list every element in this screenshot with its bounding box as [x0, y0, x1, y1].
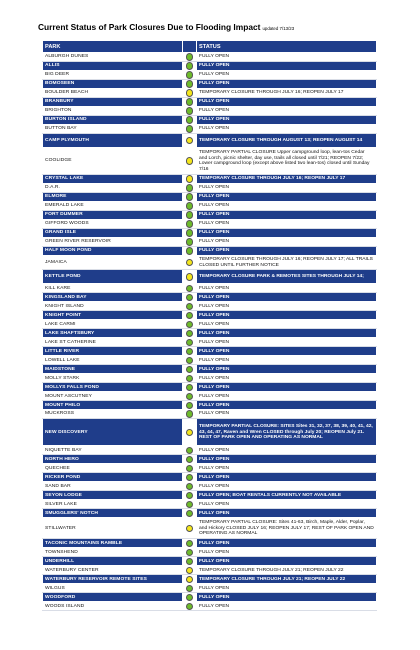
status-column-header: STATUS [197, 41, 377, 53]
park-name: MUCKROSS [43, 410, 183, 419]
park-status: FULLY OPEN [197, 115, 377, 124]
open-status-dot-icon [186, 348, 193, 355]
table-row [43, 392, 377, 401]
table-row [43, 383, 377, 392]
park-name: KNIGHT POINT [43, 311, 183, 320]
status-indicator-cell [183, 473, 197, 482]
park-name: STILLWATER [43, 518, 183, 539]
park-status: FULLY OPEN [197, 539, 377, 548]
table-row [43, 539, 377, 548]
status-indicator-cell [183, 365, 197, 374]
status-indicator-cell [183, 383, 197, 392]
table-row [43, 365, 377, 374]
open-status-dot-icon [186, 229, 193, 236]
status-indicator-cell [183, 518, 197, 539]
park-name: LAKE SHAFTSBURY [43, 329, 183, 338]
park-name: BUTTON BAY [43, 124, 183, 133]
status-indicator-cell [183, 320, 197, 329]
table-body [43, 53, 377, 611]
park-status: FULLY OPEN [197, 61, 377, 70]
status-indicator-cell [183, 602, 197, 611]
park-status: FULLY OPEN [197, 329, 377, 338]
open-status-dot-icon [186, 303, 193, 310]
park-status: FULLY OPEN [197, 473, 377, 482]
open-status-dot-icon [186, 98, 193, 105]
status-indicator-cell [183, 202, 197, 211]
status-indicator-cell [183, 548, 197, 557]
table-row [43, 320, 377, 329]
status-indicator-cell [183, 302, 197, 311]
status-indicator-cell [183, 446, 197, 455]
table-header-row [43, 41, 377, 53]
status-indicator-cell [183, 347, 197, 356]
park-name: WILGUS [43, 584, 183, 593]
status-indicator-cell [183, 148, 197, 175]
open-status-dot-icon [186, 549, 193, 556]
park-status: TEMPORARY PARTIAL CLOSURE: Sites 41-63, Birch, Maple, Alder, Poplar, and Hickory CLOSED JULY 16; REOPEN JULY 17; REST OF PARK OPEN AND OPERATING AS NORMAL [197, 518, 377, 539]
park-status: FULLY OPEN [197, 356, 377, 365]
park-name: LOWELL LAKE [43, 356, 183, 365]
park-name: KINGSLAND BAY [43, 293, 183, 302]
park-name: GRAND ISLE [43, 229, 183, 238]
table-row [43, 220, 377, 229]
status-indicator-cell [183, 124, 197, 133]
open-status-dot-icon [186, 107, 193, 114]
table-row [43, 482, 377, 491]
park-status: FULLY OPEN [197, 446, 377, 455]
open-status-dot-icon [186, 410, 193, 417]
park-name: NIQUETTE BAY [43, 446, 183, 455]
park-name: HALF MOON POND [43, 247, 183, 256]
open-status-dot-icon [186, 402, 193, 409]
closure-status-dot-icon [186, 259, 193, 266]
park-name: WATERBURY RESERVOIR REMOTE SITES [43, 575, 183, 584]
open-status-dot-icon [186, 474, 193, 481]
open-status-dot-icon [186, 384, 193, 391]
park-name: TACONIC MOUNTAINS RAMBLE [43, 539, 183, 548]
table-row [43, 491, 377, 500]
status-indicator-cell [183, 133, 197, 147]
open-status-dot-icon [186, 321, 193, 328]
closure-status-dot-icon [186, 157, 193, 164]
park-status: FULLY OPEN [197, 193, 377, 202]
open-status-dot-icon [186, 447, 193, 454]
open-status-dot-icon [186, 184, 193, 191]
status-indicator-cell [183, 500, 197, 509]
table-row [43, 238, 377, 247]
table-row [43, 311, 377, 320]
table-row [43, 302, 377, 311]
park-status: TEMPORARY PARTIAL CLOSURE: SITES Sites 31, 32, 37, 38, 39, 40, 41, 42, 43, 44, 47, Raven and Wren CLOSED through July 20; REOPEN July 21. REST OF PARK OPEN AND OPERATING AS NORMAL [197, 419, 377, 446]
status-indicator-cell [183, 97, 197, 106]
park-name: D.A.R. [43, 184, 183, 193]
park-name: LAKE CARMI [43, 320, 183, 329]
park-status: FULLY OPEN [197, 557, 377, 566]
table-row [43, 446, 377, 455]
table-row [43, 356, 377, 365]
open-status-dot-icon [186, 294, 193, 301]
status-indicator-cell [183, 557, 197, 566]
table-row [43, 211, 377, 220]
park-name: SILVER LAKE [43, 500, 183, 509]
open-status-dot-icon [186, 540, 193, 547]
park-name: FORT DUMMER [43, 211, 183, 220]
park-name: NORTH HERO [43, 455, 183, 464]
closure-status-dot-icon [186, 89, 193, 96]
table-row [43, 419, 377, 446]
table-row [43, 410, 377, 419]
status-indicator-cell [183, 247, 197, 256]
status-indicator-cell [183, 356, 197, 365]
park-name: BRIGHTON [43, 106, 183, 115]
status-indicator-cell [183, 455, 197, 464]
open-status-dot-icon [186, 193, 193, 200]
park-status: FULLY OPEN [197, 220, 377, 229]
park-status: TEMPORARY CLOSURE PARK & REMOTES SITES THROUGH JULY 14; [197, 270, 377, 284]
park-name: ALBURGH DUNES [43, 53, 183, 62]
park-status: FULLY OPEN [197, 509, 377, 518]
open-status-dot-icon [186, 53, 193, 60]
status-indicator-cell [183, 175, 197, 184]
park-name: LITTLE RIVER [43, 347, 183, 356]
park-name: BOMOSEEN [43, 79, 183, 88]
park-status: FULLY OPEN [197, 347, 377, 356]
park-status-table [42, 40, 377, 611]
park-status: FULLY OPEN [197, 124, 377, 133]
park-name: MOLLY STARK [43, 374, 183, 383]
park-status: FULLY OPEN [197, 202, 377, 211]
park-status: FULLY OPEN [197, 311, 377, 320]
park-status: FULLY OPEN [197, 106, 377, 115]
park-status: TEMPORARY CLOSURE THROUGH AUGUST 13; REOPEN AUGUST 14 [197, 133, 377, 147]
park-status: FULLY OPEN [197, 365, 377, 374]
table-row [43, 148, 377, 175]
table-row [43, 61, 377, 70]
park-status: FULLY OPEN [197, 374, 377, 383]
park-name: WATERBURY CENTER [43, 566, 183, 575]
table-row [43, 473, 377, 482]
table-row [43, 293, 377, 302]
document-title [38, 22, 294, 32]
status-indicator-cell [183, 491, 197, 500]
park-name: JAMAICA [43, 256, 183, 270]
open-status-dot-icon [186, 375, 193, 382]
indicator-column-header [183, 41, 197, 53]
open-status-dot-icon [186, 366, 193, 373]
table-row [43, 455, 377, 464]
status-indicator-cell [183, 211, 197, 220]
table-row [43, 175, 377, 184]
park-status: FULLY OPEN [197, 584, 377, 593]
park-status: FULLY OPEN [197, 97, 377, 106]
open-status-dot-icon [186, 285, 193, 292]
park-name: KNIGHT ISLAND [43, 302, 183, 311]
table-row [43, 374, 377, 383]
park-status: TEMPORARY PARTIAL CLOSURE Upper campground loop, lean-tos Cedar and Lorch, picnic shelter, day use, trails all closed until 7/21; REOPEN 7/22; Lower campground loop (except above listed two lean-tos) closed until Sunday 7/16 [197, 148, 377, 175]
closure-status-dot-icon [186, 525, 193, 532]
table-row [43, 193, 377, 202]
status-indicator-cell [183, 115, 197, 124]
park-name: SAND BAR [43, 482, 183, 491]
open-status-dot-icon [186, 483, 193, 490]
table-row [43, 557, 377, 566]
table-row [43, 593, 377, 602]
table-row [43, 566, 377, 575]
park-status: FULLY OPEN [197, 53, 377, 62]
status-indicator-cell [183, 584, 197, 593]
park-name: KILL KARE [43, 284, 183, 293]
park-name: UNDERHILL [43, 557, 183, 566]
status-indicator-cell [183, 61, 197, 70]
open-status-dot-icon [186, 594, 193, 601]
park-status: FULLY OPEN [197, 602, 377, 611]
park-status: TEMPORARY CLOSURE THROUGH JULY 21; REOPEN JULY 22 [197, 566, 377, 575]
park-name: MOUNT ASCUTNEY [43, 392, 183, 401]
status-indicator-cell [183, 270, 197, 284]
status-indicator-cell [183, 256, 197, 270]
table-row [43, 270, 377, 284]
open-status-dot-icon [186, 116, 193, 123]
table-row [43, 88, 377, 97]
park-status: FULLY OPEN [197, 464, 377, 473]
open-status-dot-icon [186, 62, 193, 69]
park-status: FULLY OPEN [197, 392, 377, 401]
table-row [43, 548, 377, 557]
open-status-dot-icon [186, 330, 193, 337]
park-name: KETTLE POND [43, 270, 183, 284]
park-name: WOODFORD [43, 593, 183, 602]
park-name: TOWNSHEND [43, 548, 183, 557]
open-status-dot-icon [186, 211, 193, 218]
park-name: MOLLYS FALLS POND [43, 383, 183, 392]
park-status: FULLY OPEN [197, 401, 377, 410]
status-indicator-cell [183, 392, 197, 401]
park-name: BURTON ISLAND [43, 115, 183, 124]
status-indicator-cell [183, 401, 197, 410]
park-status: FULLY OPEN [197, 238, 377, 247]
park-name: RICKER POND [43, 473, 183, 482]
park-name: COOLIDGE [43, 148, 183, 175]
status-indicator-cell [183, 509, 197, 518]
table-row [43, 509, 377, 518]
status-indicator-cell [183, 329, 197, 338]
park-status: FULLY OPEN [197, 211, 377, 220]
closure-status-dot-icon [186, 576, 193, 583]
table-row [43, 518, 377, 539]
park-status: FULLY OPEN [197, 482, 377, 491]
status-indicator-cell [183, 374, 197, 383]
park-status: FULLY OPEN [197, 338, 377, 347]
table-row [43, 256, 377, 270]
park-status: TEMPORARY CLOSURE THROUGH JULY 16; REOPEN JULY 17 [197, 175, 377, 184]
open-status-dot-icon [186, 510, 193, 517]
open-status-dot-icon [186, 247, 193, 254]
park-name: SMUGGLERS' NOTCH [43, 509, 183, 518]
table-row [43, 329, 377, 338]
status-indicator-cell [183, 593, 197, 602]
table-row [43, 584, 377, 593]
status-indicator-cell [183, 53, 197, 62]
status-indicator-cell [183, 70, 197, 79]
park-status: FULLY OPEN [197, 383, 377, 392]
park-name: BRANBURY [43, 97, 183, 106]
status-indicator-cell [183, 539, 197, 548]
closure-status-dot-icon [186, 175, 193, 182]
status-indicator-cell [183, 464, 197, 473]
park-status: FULLY OPEN [197, 410, 377, 419]
table-row [43, 184, 377, 193]
open-status-dot-icon [186, 238, 193, 245]
park-name: SEYON LODGE [43, 491, 183, 500]
park-name: WOODS ISLAND [43, 602, 183, 611]
open-status-dot-icon [186, 558, 193, 565]
status-indicator-cell [183, 193, 197, 202]
status-indicator-cell [183, 482, 197, 491]
park-name: MAIDSTONE [43, 365, 183, 374]
table-row [43, 229, 377, 238]
park-name: ELMORE [43, 193, 183, 202]
park-status: FULLY OPEN [197, 293, 377, 302]
park-name: GREEN RIVER RESERVOIR [43, 238, 183, 247]
status-indicator-cell [183, 410, 197, 419]
open-status-dot-icon [186, 202, 193, 209]
park-name: BOULDER BEACH [43, 88, 183, 97]
park-status: FULLY OPEN [197, 548, 377, 557]
table-row [43, 247, 377, 256]
table-row [43, 79, 377, 88]
park-status: TEMPORARY CLOSURE THROUGH JULY 16; REOPEN JULY 17; ALL TRAILS CLOSED UNTIL FURTHER NOTICE [197, 256, 377, 270]
park-status: FULLY OPEN [197, 284, 377, 293]
park-status: FULLY OPEN [197, 79, 377, 88]
status-indicator-cell [183, 293, 197, 302]
status-indicator-cell [183, 229, 197, 238]
status-indicator-cell [183, 338, 197, 347]
park-status: FULLY OPEN [197, 500, 377, 509]
park-name: GIFFORD WOODS [43, 220, 183, 229]
open-status-dot-icon [186, 492, 193, 499]
table-row [43, 500, 377, 509]
open-status-dot-icon [186, 603, 193, 610]
closure-status-dot-icon [186, 567, 193, 574]
table-row [43, 115, 377, 124]
park-status: FULLY OPEN [197, 320, 377, 329]
table-row [43, 53, 377, 62]
park-name: CAMP PLYMOUTH [43, 133, 183, 147]
status-indicator-cell [183, 284, 197, 293]
park-name: QUECHEE [43, 464, 183, 473]
table-row [43, 284, 377, 293]
park-status: FULLY OPEN [197, 455, 377, 464]
table-row [43, 401, 377, 410]
open-status-dot-icon [186, 125, 193, 132]
park-status: FULLY OPEN [197, 184, 377, 193]
status-indicator-cell [183, 88, 197, 97]
updated-date: updated 7/13/23 [262, 26, 295, 31]
table-row [43, 338, 377, 347]
open-status-dot-icon [186, 465, 193, 472]
park-status: FULLY OPEN [197, 247, 377, 256]
title-text: Current Status of Park Closures Due to Flooding Impact [38, 22, 261, 32]
status-indicator-cell [183, 184, 197, 193]
closure-status-dot-icon [186, 273, 193, 280]
closure-status-dot-icon [186, 429, 193, 436]
table-row [43, 464, 377, 473]
park-status: TEMPORARY CLOSURE THROUGH JULY 21; REOPEN JULY 22 [197, 575, 377, 584]
open-status-dot-icon [186, 220, 193, 227]
park-name: NEW DISCOVERY [43, 419, 183, 446]
closure-status-dot-icon [186, 137, 193, 144]
open-status-dot-icon [186, 501, 193, 508]
status-indicator-cell [183, 220, 197, 229]
open-status-dot-icon [186, 393, 193, 400]
park-status: FULLY OPEN; BOAT RENTALS CURRENTLY NOT AVAILABLE [197, 491, 377, 500]
park-status: FULLY OPEN [197, 229, 377, 238]
status-indicator-cell [183, 575, 197, 584]
table-row [43, 602, 377, 611]
park-name: CRYSTAL LAKE [43, 175, 183, 184]
open-status-dot-icon [186, 80, 193, 87]
table-row [43, 70, 377, 79]
table-row [43, 106, 377, 115]
open-status-dot-icon [186, 312, 193, 319]
park-name: LAKE ST CATHERINE [43, 338, 183, 347]
park-status: FULLY OPEN [197, 70, 377, 79]
table-row [43, 347, 377, 356]
park-name: ALLIS [43, 61, 183, 70]
table-row [43, 202, 377, 211]
status-indicator-cell [183, 106, 197, 115]
park-name: BIG DEER [43, 70, 183, 79]
park-column-header: PARK [43, 41, 183, 53]
open-status-dot-icon [186, 585, 193, 592]
status-indicator-cell [183, 79, 197, 88]
park-name: MOUNT PHILO [43, 401, 183, 410]
status-indicator-cell [183, 238, 197, 247]
status-indicator-cell [183, 311, 197, 320]
open-status-dot-icon [186, 339, 193, 346]
park-status: FULLY OPEN [197, 593, 377, 602]
park-status: FULLY OPEN [197, 302, 377, 311]
open-status-dot-icon [186, 357, 193, 364]
table-row [43, 575, 377, 584]
park-name: EMERALD LAKE [43, 202, 183, 211]
open-status-dot-icon [186, 71, 193, 78]
table-row [43, 124, 377, 133]
table-row [43, 97, 377, 106]
open-status-dot-icon [186, 456, 193, 463]
status-indicator-cell [183, 419, 197, 446]
status-indicator-cell [183, 566, 197, 575]
park-status: TEMPORARY CLOSURE THROUGH JULY 16; REOPEN JULY 17 [197, 88, 377, 97]
table-row [43, 133, 377, 147]
